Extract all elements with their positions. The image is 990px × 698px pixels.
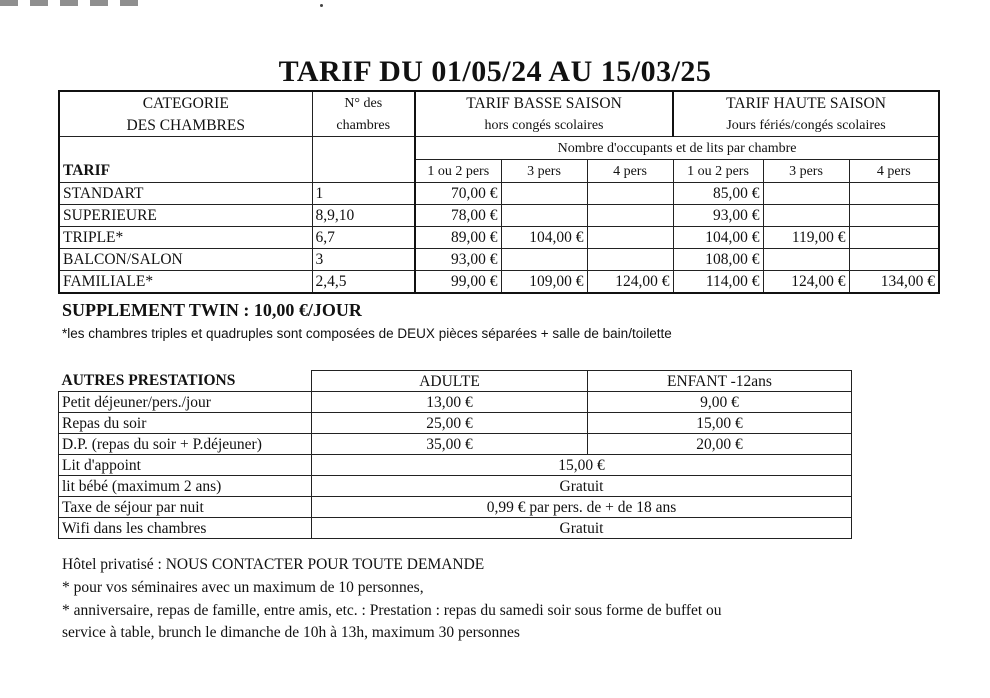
price-cell: 70,00 € (415, 183, 501, 205)
header-haute-sub: Jours fériés/congés scolaires (673, 114, 939, 137)
price-cell (849, 205, 939, 227)
room-category: SUPERIEURE (59, 205, 312, 227)
scan-speck (320, 4, 323, 7)
price-adulte: 35,00 € (312, 434, 588, 455)
service-label: lit bébé (maximum 2 ans) (59, 476, 312, 497)
price-cell (501, 205, 587, 227)
service-value: 15,00 € (312, 455, 852, 476)
room-numbers: 8,9,10 (312, 205, 415, 227)
header-basse-saison: TARIF BASSE SAISON (415, 91, 673, 114)
room-category: TRIPLE* (59, 227, 312, 249)
header-blank (312, 160, 415, 183)
table-row (59, 271, 939, 294)
header-categorie-sub: DES CHAMBRES (59, 114, 312, 137)
header-blank (59, 137, 312, 160)
room-numbers: 2,4,5 (312, 271, 415, 294)
room-category: FAMILIALE* (59, 271, 312, 294)
autres-title: AUTRES PRESTATIONS (59, 371, 312, 392)
price-cell: 124,00 € (587, 271, 673, 294)
header-tarif-label: TARIF (59, 160, 312, 183)
table-row (59, 183, 939, 205)
room-price-table (58, 90, 940, 294)
footer-seminaires: * pour vos séminaires avec un maximum de 10 personnes, (62, 579, 424, 596)
price-cell (587, 183, 673, 205)
price-adulte: 25,00 € (312, 413, 588, 434)
service-value: 0,99 € par pers. de + de 18 ans (312, 497, 852, 518)
table-row (59, 205, 939, 227)
header-occupants: Nombre d'occupants et de lits par chambre (415, 137, 939, 160)
price-enfant: 15,00 € (588, 413, 852, 434)
service-label: Lit d'appoint (59, 455, 312, 476)
header-haute-saison: TARIF HAUTE SAISON (673, 91, 939, 114)
service-value: Gratuit (312, 518, 852, 539)
price-cell (587, 249, 673, 271)
occ-col-header: 4 pers (587, 160, 673, 183)
rooms-note: *les chambres triples et quadruples sont composées de DEUX pièces séparées + salle de bain/toilette (62, 326, 672, 341)
price-cell (763, 249, 849, 271)
room-category: BALCON/SALON (59, 249, 312, 271)
occ-col-header: 1 ou 2 pers (673, 160, 763, 183)
supplement-twin: SUPPLEMENT TWIN : 10,00 €/JOUR (62, 300, 362, 320)
header-basse-sub: hors congés scolaires (415, 114, 673, 137)
service-label: Repas du soir (59, 413, 312, 434)
price-adulte: 13,00 € (312, 392, 588, 413)
service-label: D.P. (repas du soir + P.déjeuner) (59, 434, 312, 455)
room-numbers: 6,7 (312, 227, 415, 249)
occ-col-header: 4 pers (849, 160, 939, 183)
table-row (59, 476, 852, 497)
price-cell (501, 249, 587, 271)
room-numbers: 1 (312, 183, 415, 205)
service-label: Petit déjeuner/pers./jour (59, 392, 312, 413)
header-num-sub: chambres (312, 114, 415, 137)
table-row (59, 497, 852, 518)
service-value: Gratuit (312, 476, 852, 497)
occ-col-header: 1 ou 2 pers (415, 160, 501, 183)
occ-col-header: 3 pers (501, 160, 587, 183)
price-cell (587, 227, 673, 249)
header-blank (312, 137, 415, 160)
price-cell (849, 183, 939, 205)
col-enfant: ENFANT -12ans (588, 371, 852, 392)
col-adulte: ADULTE (312, 371, 588, 392)
price-cell: 85,00 € (673, 183, 763, 205)
page-title: TARIF DU 01/05/24 AU 15/03/25 (278, 55, 712, 88)
price-cell: 109,00 € (501, 271, 587, 294)
price-enfant: 20,00 € (588, 434, 852, 455)
price-cell: 134,00 € (849, 271, 939, 294)
table-row (59, 227, 939, 249)
scan-artifact (0, 0, 150, 6)
other-services-table (58, 370, 852, 539)
price-enfant: 9,00 € (588, 392, 852, 413)
room-category: STANDART (59, 183, 312, 205)
price-cell: 89,00 € (415, 227, 501, 249)
price-cell (849, 249, 939, 271)
header-num: N° des (312, 91, 415, 114)
price-cell (849, 227, 939, 249)
table-row (59, 455, 852, 476)
price-cell (763, 205, 849, 227)
price-cell: 93,00 € (673, 205, 763, 227)
header-categorie: CATEGORIE (59, 91, 312, 114)
price-cell: 104,00 € (673, 227, 763, 249)
occ-col-header: 3 pers (763, 160, 849, 183)
price-cell (763, 183, 849, 205)
price-cell: 124,00 € (763, 271, 849, 294)
price-cell: 108,00 € (673, 249, 763, 271)
service-label: Taxe de séjour par nuit (59, 497, 312, 518)
footer-privatise: Hôtel privatisé : NOUS CONTACTER POUR TOUTE DEMANDE (62, 556, 485, 573)
table-row (59, 413, 852, 434)
price-cell (501, 183, 587, 205)
table-row (59, 518, 852, 539)
price-cell: 99,00 € (415, 271, 501, 294)
table-row (59, 249, 939, 271)
service-label: Wifi dans les chambres (59, 518, 312, 539)
price-cell: 93,00 € (415, 249, 501, 271)
footer-anniversaire: * anniversaire, repas de famille, entre amis, etc. : Prestation : repas du samedi soir sous forme de buffet ou (62, 602, 722, 619)
room-numbers: 3 (312, 249, 415, 271)
price-cell: 78,00 € (415, 205, 501, 227)
price-cell (587, 205, 673, 227)
footer-brunch: service à table, brunch le dimanche de 10h à 13h, maximum 30 personnes (62, 624, 520, 641)
table-row (59, 392, 852, 413)
price-cell: 114,00 € (673, 271, 763, 294)
table-row (59, 434, 852, 455)
price-cell: 119,00 € (763, 227, 849, 249)
price-cell: 104,00 € (501, 227, 587, 249)
